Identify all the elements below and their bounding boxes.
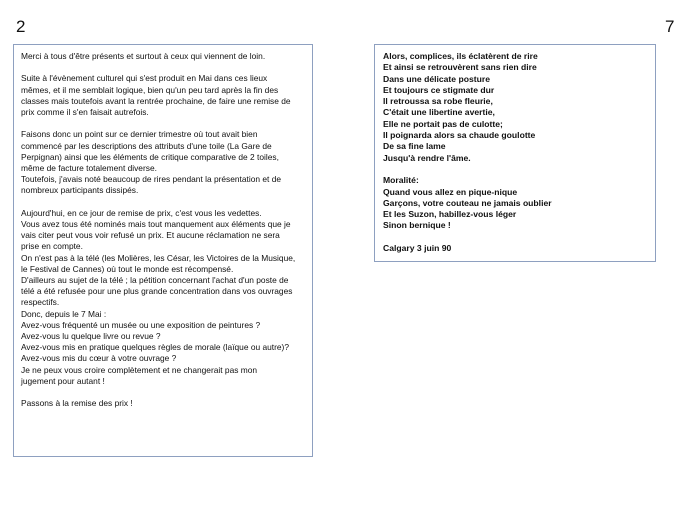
letter-paragraph-trimester: Faisons donc un point sur ce dernier trimestre où tout avait bien commencé par les descriptions des attributs d'une toile (La Gare de Perpignan) ainsi que les éléments de critique comparative de 2 toiles, même de facture totalement diverse. Toutefois, j'avais noté beaucoup de rires pendant la présentation et de nombreux participants dissipés. [21,129,282,196]
letter-paragraph-event: Suite à l'évènement culturel qui s'est produit en Mai dans ces lieux mêmes, et il me semblait logique, bien qu'un peu tard après la fin des classes mais toutefois avant la rentrée prochaine, de faire une remise de prix comme il s'en faisait autrefois. [21,73,291,117]
paragraph-spacer [21,62,305,73]
poem-signature: Calgary 3 juin 90 [383,243,452,254]
poem-text-box [374,44,656,262]
paragraph-spacer [21,197,305,208]
stanza-spacer [383,164,647,175]
page-number-right: 7 [665,17,675,36]
stanza-spacer [383,232,647,243]
paragraph-spacer [21,118,305,129]
letter-paragraph-greeting: Merci à tous d'être présents et surtout à ceux qui viennent de loin. [21,51,266,61]
poem-stanza-1: Alors, complices, ils éclatèrent de rire Et ainsi se retrouvèrent sans rien dire Dans une délicate posture Et toujours ce stigmate dur Il retroussa sa robe fleurie, C'était une libertine avertie, Elle ne portait pas de culotte; Il poignarda alors sa chaude goulotte De sa fine lame Jusqu'à rendre l'âme. [383,51,538,163]
letter-text-box [13,44,313,457]
page-number-left: 2 [16,17,26,36]
poem-stanza-moral: Moralité: Quand vous allez en pique-nique Garçons, votre couteau ne jamais oublier Et les Suzon, habillez-vous léger Sinon bernique ! [383,175,552,231]
letter-paragraph-prize-day: Aujourd'hui, en ce jour de remise de prix, c'est vous les vedettes. Vous avez tous été nominés mais tout manquement aux éléments que je vais citer peut vous voir refusé un prix. Et aucune réclamation ne sera prise en compte. On n'est pas à la télé (les Molières, les César, les Victoires de la Musique, le Festival de Cannes) où tout le monde est récompensé. D'ailleurs au sujet de la télé ; la pétition concernant l'achat d'un poste de télé a été refusée pour une plus grande concentration dans vos ouvrages respectifs. Donc, depuis le 7 Mai : Avez-vous fréquenté un musée ou une exposition de peintures ? Avez-vous lu quelque livre ou revue ? Avez-vous mis en pratique quelques règles de morale (laïque ou autre)? Avez-vous mis du cœur à votre ouvrage ? Je ne peux vous croire complètement et ne changerait pas mon jugement pour autant ! [21,207,296,386]
paragraph-spacer [21,387,305,398]
letter-paragraph-closing: Passons à la remise des prix ! [21,398,133,409]
